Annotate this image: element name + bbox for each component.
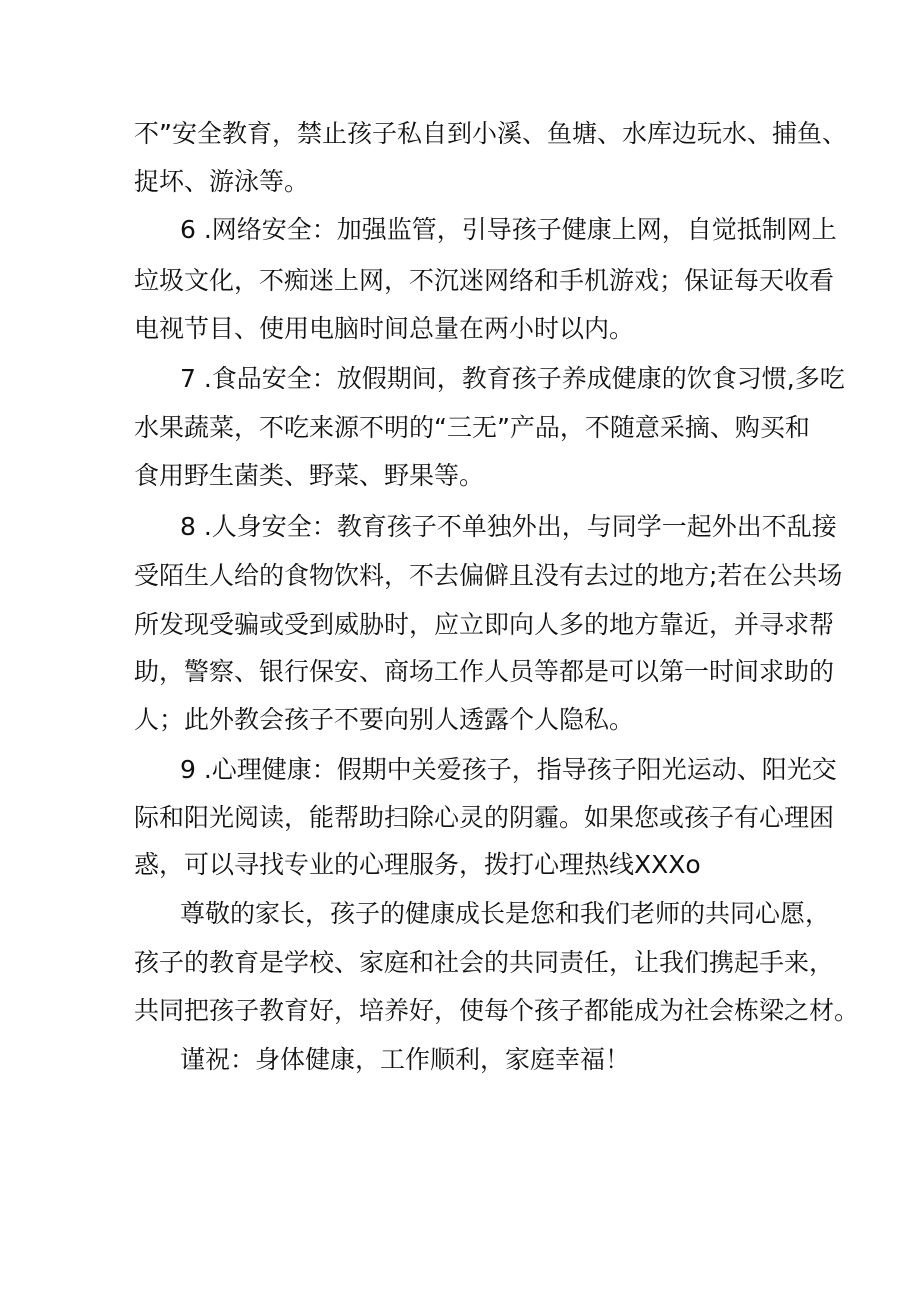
text-line: 水果蔬菜，不吃来源不明的“三无”产品，不随意采摘、购买和 [134, 413, 810, 442]
text-line: 6 .网络安全：加强监管，引导孩子健康上网，自觉抵制网上 [180, 215, 837, 244]
text-line: 孩子的教育是学校、家庭和社会的共同责任，让我们携起手来， [134, 948, 835, 977]
text-line: 垃圾文化，不痴迷上网，不沉迷网络和手机游戏；保证每天收看 [134, 266, 835, 295]
text-line: 谨祝：身体健康，工作顺利，家庭幸福！ [180, 1045, 631, 1074]
text-line: 人；此外教会孩子不要向别人透露个人隐私。 [134, 705, 635, 734]
text-line: 所发现受骗或受到威胁时，应立即向人多的地方靠近，并寻求帮 [134, 610, 835, 639]
text-line: 9 .心理健康：假期中关爱孩子，指导孩子阳光运动、阳光交 [180, 755, 837, 784]
text-line: 共同把孩子教育好，培养好，使每个孩子都能成为社会栋梁之材。 [134, 996, 860, 1025]
text-line: 惑，可以寻找专业的心理服务，拨打心理热线XXXo [134, 850, 701, 879]
text-line: 7 .食品安全：放假期间，教育孩子养成健康的饮食习惯,多吃 [180, 364, 845, 393]
text-line: 助，警察、银行保安、商场工作人员等都是可以第一时间求助的 [134, 657, 835, 686]
text-line: 捉坏、游泳等。 [134, 167, 310, 196]
text-line: 受陌生人给的食物饮料，不去偏僻且没有去过的地方;若在公共场 [134, 561, 843, 590]
text-line: 尊敬的家长，孩子的健康成长是您和我们老师的共同心愿， [180, 899, 831, 928]
text-line: 不”安全教育，禁止孩子私自到小溪、鱼塘、水库边玩水、捕鱼、 [134, 119, 847, 148]
text-line: 食用野生菌类、野菜、野果等。 [134, 461, 485, 490]
text-line: 电视节目、使用电脑时间总量在两小时以内。 [134, 314, 635, 343]
text-line: 际和阳光阅读，能帮助扫除心灵的阴霾。如果您或孩子有心理困 [134, 803, 835, 832]
text-line: 8 .人身安全：教育孩子不单独外出，与同学一起外出不乱接 [180, 512, 837, 541]
